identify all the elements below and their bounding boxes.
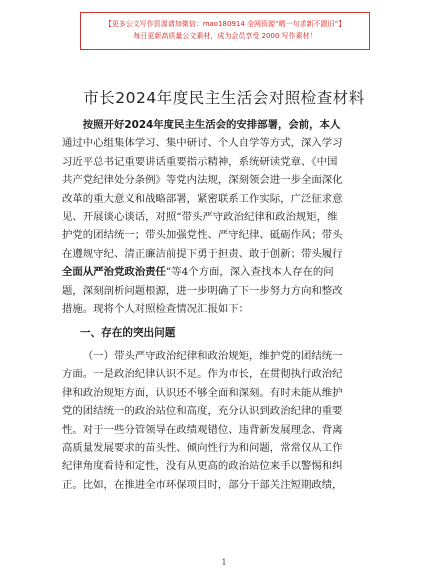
intro-paragraph	[62, 116, 388, 134]
section-line: 方面。一是政治纪律认识不足。作为市长，在贯彻执行政治纪	[62, 368, 343, 381]
banner-line-2: 每日更新高质量公文素材，成为会员享受 2000 写作素材！	[133, 32, 317, 40]
banner-line-1: 【更多公文写作资源请加微信：mao180914 全网资源“晒一句求新不跟旧”】	[104, 20, 346, 28]
intro-line: 通过中心组集体学习、集中研讨、个人自学等方式，深入学习	[62, 137, 343, 150]
section-line: 正。比如，在推进全市环保项目时，部分干部关注短期政绩，	[62, 478, 343, 491]
section-heading: 一、存在的突出问题	[80, 327, 176, 340]
section-line: 高质量发展要求的苗头性、倾向性行为和问题，常常仅从工作	[62, 441, 343, 454]
intro-line: 改革的重大意义和战略部署，紧密联系工作实际，广泛征求意	[62, 192, 343, 205]
intro-line: 共产党纪律处分条例》等党内法规，深刻领会进一步全面深化	[62, 174, 343, 187]
intro-line: 措施。现将个人对照检查情况汇报如下：	[62, 303, 250, 316]
intro-line: 题，深刻剖析问题根源，进一步明确了下一步努力方向和整改	[62, 284, 343, 297]
section-line: 党的团结统一的政治站位和高度，充分认识到政治纪律的重要	[62, 405, 343, 418]
page-number: 1	[221, 558, 227, 567]
intro-line: 护党的团结统一；带头加强党性、严守纪律、砥砺作风；带头	[62, 229, 343, 242]
intro-line: 见、开展谈心谈话，对照“带头严守政治纪律和政治规矩，维	[62, 211, 338, 224]
intro-line	[62, 263, 388, 281]
document-title: 市长2024年度民主生活会对照检查材料	[83, 89, 365, 107]
intro-lead: 按照开好2024年度民主生活会的安排部署，会前，本人	[82, 119, 341, 131]
section-line: 性。对于一些分管领导在政绩观错位、违背新发展理念、背离	[62, 423, 343, 436]
document-body	[62, 116, 388, 494]
intro-bold-phrase: 全面从严治党政治责任	[62, 266, 166, 279]
section-line: 律和政治规矩方面，认识还不够全面和深刻。有时未能从维护	[62, 386, 343, 399]
section-line: （一）带头严守政治纪律和政治规矩，维护党的团结统一	[82, 349, 343, 362]
intro-line: 在遵规守纪、清正廉洁前提下勇于担责、敢于创新；带头履行	[62, 247, 343, 260]
intro-after-bold: ”等4个方面，深入查找本人存在的问	[165, 266, 334, 279]
promo-banner	[80, 12, 370, 50]
intro-line: 习近平总书记重要讲话重要指示精神，系统研读党章、《中国	[62, 155, 338, 168]
section-line: 纪律角度看待和定性，没有从更高的政治站位来手以警惕和纠	[62, 460, 343, 473]
